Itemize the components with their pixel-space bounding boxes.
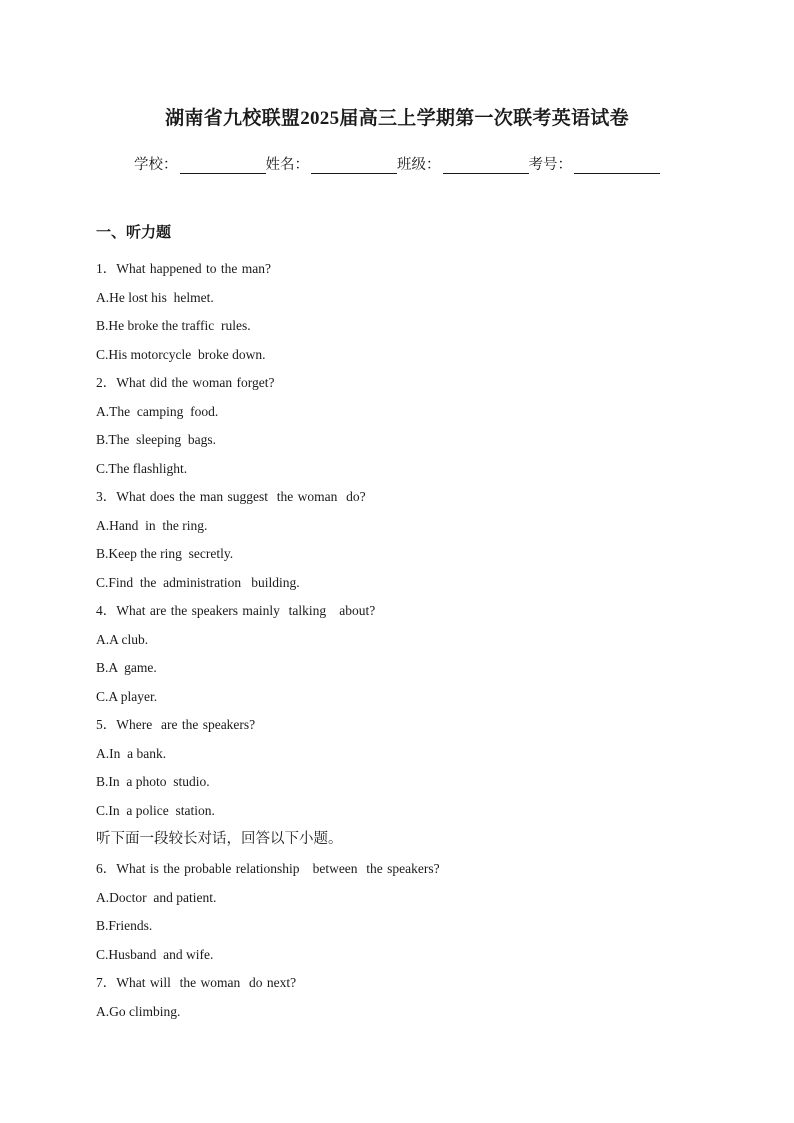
- page-title: 湖南省九校联盟2025届高三上学期第一次联考英语试卷: [165, 108, 629, 129]
- question-text: 1．What happened to the man?: [96, 261, 271, 276]
- question-text: 7．What will the woman do next?: [96, 975, 297, 990]
- answer-option: B.He broke the traffic rules.: [96, 318, 251, 333]
- exam-number-field: [529, 153, 661, 174]
- answer-option: A.In a bank.: [96, 745, 167, 761]
- question-text: 4．What are the speakers mainly talking about?: [96, 603, 376, 618]
- answer-option: C.A player.: [96, 688, 158, 704]
- class-field: [397, 153, 529, 174]
- name-blank: [311, 157, 397, 174]
- answer-option: C.In a police station.: [96, 802, 215, 818]
- answer-option: C.Husband and wife.: [96, 946, 214, 962]
- exam-number-label: 考号：: [528, 157, 572, 173]
- answer-option: A.The camping food.: [96, 403, 219, 419]
- instruction-text: 听下面一段较长对话，回答以下小题。: [96, 831, 343, 847]
- question-text: 3．What does the man suggest the woman do?: [96, 489, 366, 504]
- answer-option: C.Find the administration building.: [96, 574, 300, 590]
- answer-option: B.In a photo studio.: [96, 774, 210, 789]
- answer-option: A.Hand in the ring.: [96, 517, 208, 533]
- answer-option: A.Doctor and patient.: [96, 889, 217, 905]
- school-blank: [180, 157, 266, 174]
- answer-option: A.Go climbing.: [96, 1003, 181, 1019]
- class-blank: [443, 157, 529, 174]
- answer-option: C.His motorcycle broke down.: [96, 346, 266, 362]
- answer-option: A.He lost his helmet.: [96, 289, 214, 305]
- question-text: 6．What is the probable relationship between the speakers?: [96, 861, 440, 876]
- exam-number-blank: [574, 157, 660, 174]
- answer-option: B.Keep the ring secretly.: [96, 546, 234, 561]
- answer-option: C.The flashlight.: [96, 460, 188, 476]
- school-field: [134, 153, 266, 174]
- question-text: 2．What did the woman forget?: [96, 375, 275, 390]
- answer-option: A.A club.: [96, 631, 149, 647]
- student-info-line: [0, 153, 794, 174]
- answer-option: B.A game.: [96, 660, 157, 675]
- name-label: 姓名：: [265, 157, 309, 173]
- question-list: [96, 259, 736, 1030]
- school-label: 学校：: [134, 157, 178, 173]
- class-label: 班级：: [397, 157, 441, 173]
- answer-option: B.The sleeping bags.: [96, 432, 216, 447]
- answer-option: B.Friends.: [96, 918, 153, 933]
- section-heading: 一、听力题: [96, 223, 172, 241]
- name-field: [266, 153, 398, 174]
- question-text: 5．Where are the speakers?: [96, 717, 256, 732]
